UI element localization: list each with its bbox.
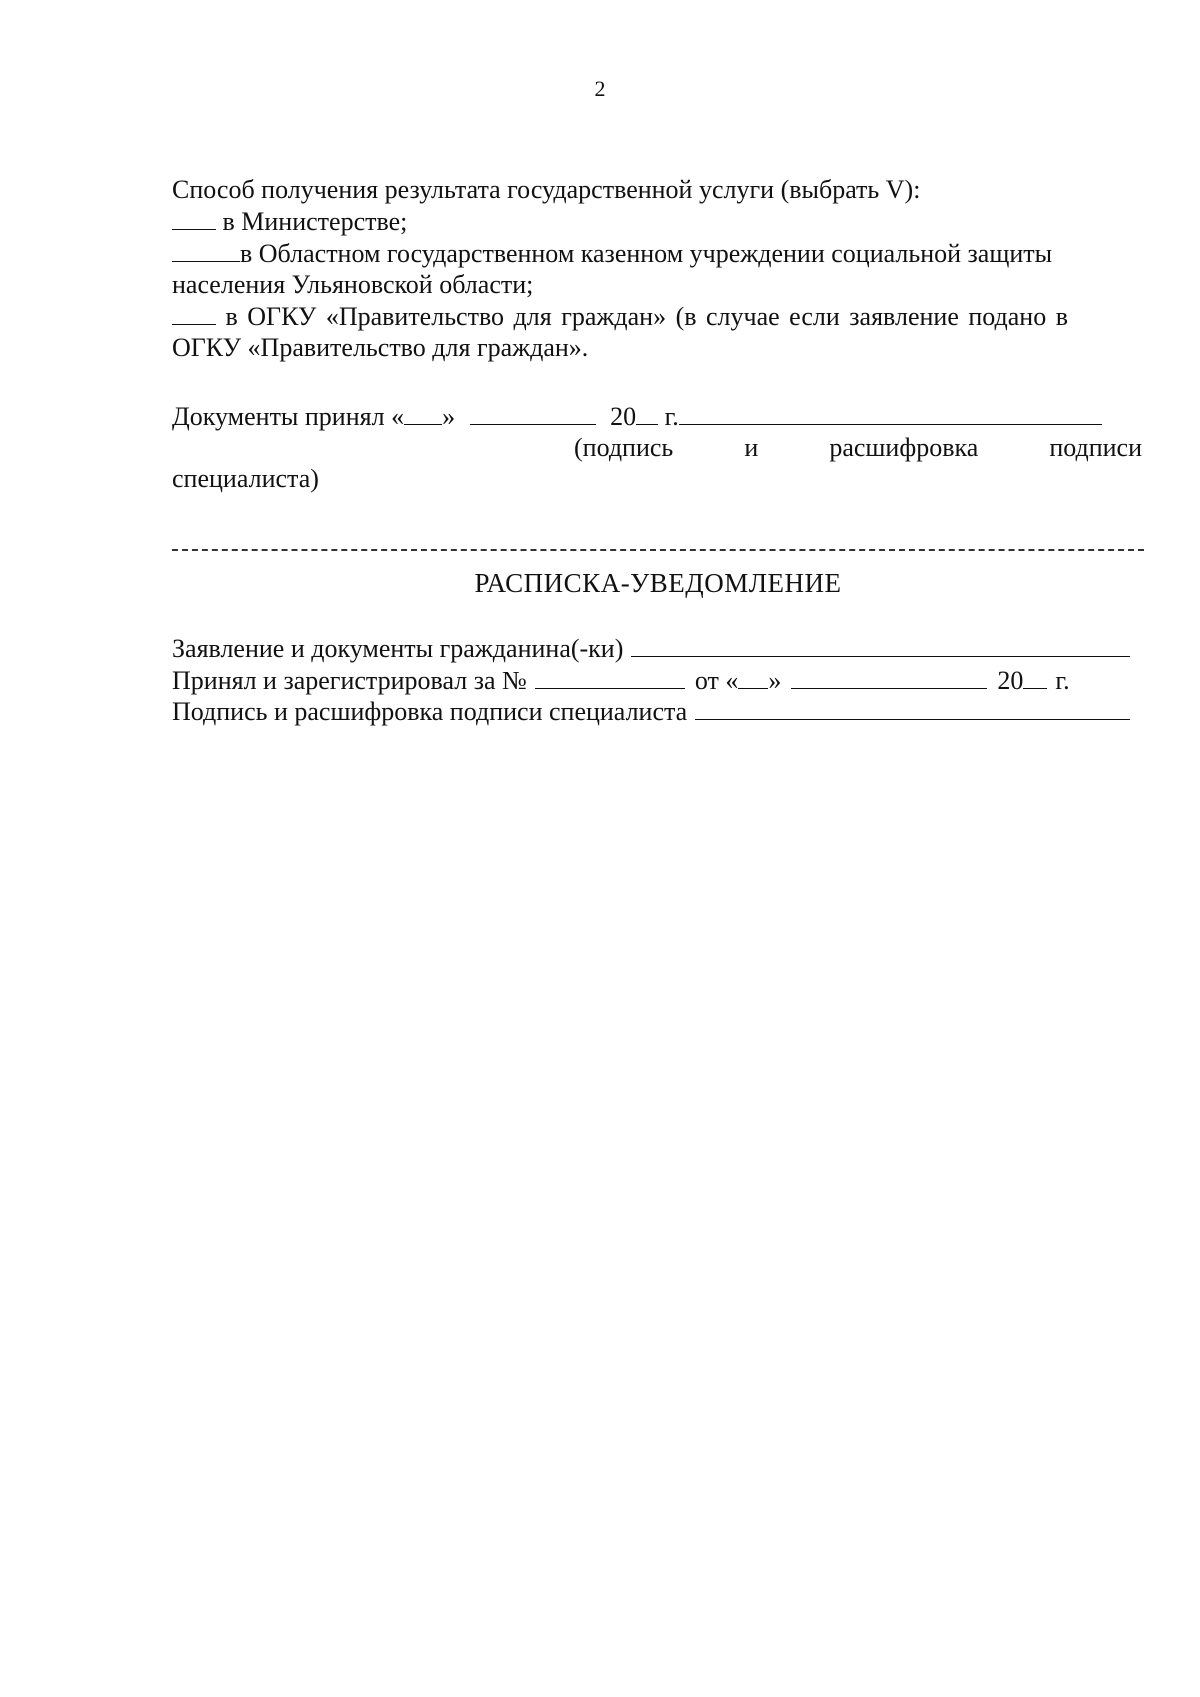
receipt-signature-label: Подпись и расшифровка подписи специалиста [172, 697, 688, 726]
delivery-heading: Способ получения результата государственной услуги (выбрать V): [172, 175, 921, 204]
receipt-from-label: от « [694, 666, 739, 695]
receipt-close-quote: » [768, 666, 782, 695]
delivery-option-regional-institution[interactable] [172, 237, 1142, 269]
registration-day-blank[interactable] [738, 664, 768, 689]
delivery-option-ogku[interactable] [172, 300, 1142, 332]
option-ministry-label: в Министерстве; [222, 207, 408, 236]
option-ogku-label-line1: в ОГКУ «Правительство для граждан» (в случае если заявление подано в [225, 302, 1068, 331]
accept-year-suffix: г. [664, 402, 679, 431]
receipt-section [172, 633, 1130, 727]
documents-accepted-label: Документы принял « [172, 402, 405, 431]
citizen-name-blank[interactable] [631, 634, 1130, 657]
documents-accepted-line [172, 400, 1142, 432]
documents-accepted-section [172, 400, 1142, 494]
accept-year-blank[interactable] [636, 400, 658, 425]
accept-month-blank[interactable] [470, 400, 596, 425]
signature-caption-line2: специалиста) [172, 464, 319, 493]
specialist-signature-blank[interactable] [695, 697, 1130, 720]
caption-word-2: и [744, 433, 759, 462]
delivery-method-section [172, 174, 1142, 363]
delivery-option-ministry[interactable] [172, 205, 1142, 237]
registration-month-blank[interactable] [791, 664, 987, 689]
option-regional-label-line2: населения Ульяновской области; [172, 270, 534, 299]
receipt-year-suffix: г. [1055, 666, 1070, 695]
accept-year-prefix: 20 [610, 402, 637, 431]
receipt-registered-label: Принял и зарегистрировал за № [172, 666, 527, 695]
option-regional-label-line1: в Областном государственном казенном учреждении социальной защиты [240, 239, 1053, 268]
registration-number-blank[interactable] [535, 664, 685, 689]
accept-close-quote: » [442, 402, 456, 431]
option-ogku-mark-blank[interactable] [172, 300, 216, 325]
caption-word-1: (подпись [574, 433, 674, 462]
page-number: 2 [594, 76, 606, 101]
option-regional-mark-blank[interactable] [172, 237, 240, 262]
accept-day-blank[interactable] [404, 400, 442, 425]
accept-signature-blank[interactable] [679, 400, 1102, 425]
caption-word-3: расшифровка [829, 433, 979, 462]
receipt-line-registered [172, 664, 1130, 696]
signature-caption [574, 432, 1142, 463]
receipt-year-prefix: 20 [997, 666, 1024, 695]
registration-year-blank[interactable] [1023, 664, 1047, 689]
receipt-title: РАСПИСКА-УВЕДОМЛЕНИЕ [474, 568, 842, 598]
option-ogku-label-line2: ОГКУ «Правительство для граждан». [172, 333, 589, 362]
receipt-documents-label: Заявление и документы гражданина(-ки) [172, 634, 624, 663]
caption-word-4: подписи [1049, 433, 1142, 462]
option-ministry-mark-blank[interactable] [172, 205, 216, 230]
receipt-line-documents [172, 633, 1130, 664]
receipt-line-signature [172, 696, 1130, 727]
cut-line-divider [172, 549, 1144, 551]
